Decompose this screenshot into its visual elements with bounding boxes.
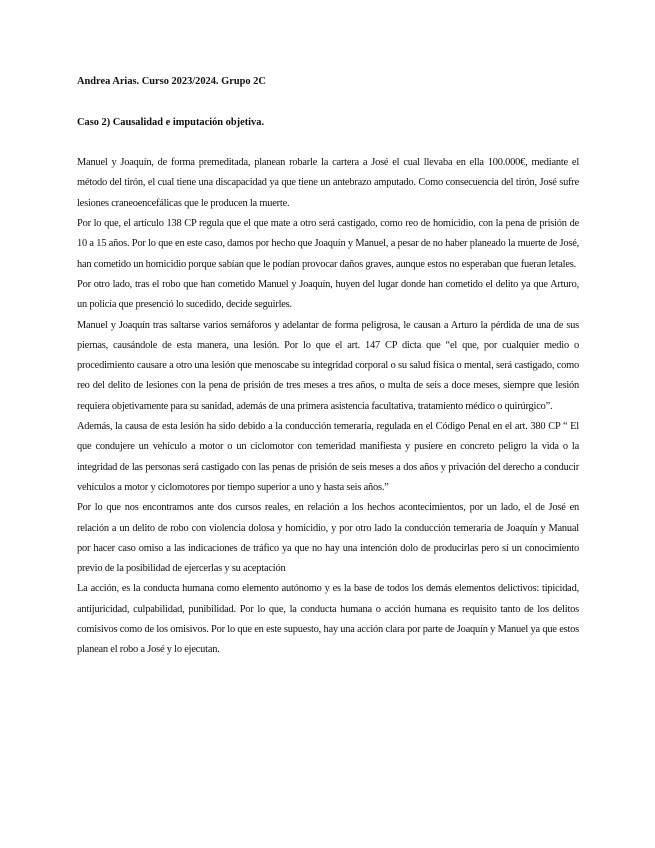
paragraph-courses: Por lo que nos encontramos ante dos cursos reales, en relación a los hechos acontecimientos, por un lado, el de José en relación a un delito de robo con violencia dolosa y homicidio, y por otro lado la conducción temeraria de Joaquín y Manual por hacer caso omiso a las indicaciones de tráfico ya que no hay una intención dolo de producirlas pero sí un conocimiento previo de la posibilidad de ejercerlas y su aceptación [77,502,579,575]
paragraph-reckless-driving: Además, la causa de esta lesión ha sido debido a la conducción temeraria, regulada en el Código Penal en el art. 380 CP “ El que condujere un vehículo a motor o un ciclomotor con temeridad manifiesta y pusiere en concreto peligro la vida o la integridad de las personas será castigado con las penas de prisión de seis meses a dos años y privación del derecho a conducir vehículos a motor y ciclomotores por tiempo superior a uno y hasta seis años.” [77,421,579,493]
paragraph-intro: Manuel y Joaquín, de forma premeditada, planean robarle la cartera a José el cual llevaba en ella 100.000€, mediante el método del tirón, el cual tiene una discapacidad ya que tiene un antebrazo amputado. Como consecuencia del tirón, José sufre lesiones craneoencefálicas que le producen la muerte. [77,157,579,209]
paragraph-action: La acción, es la conducta humana como elemento autónomo y es la base de todos los demás elementos delictivos: tipicidad, antijuricidad, culpabilidad, punibilidad. Por lo que, la conducta humana o acción humana es requisito tanto de los delitos comisivos como de los omisivos. Por lo que en este supuesto, hay una acción clara por parte de Joaquín y Manuel ya que estos planean el robo a José y lo ejecutan. [77,583,579,656]
paragraph-escape: Por otro lado, tras el robo que han cometido Manuel y Joaquín, huyen del lugar donde han cometido el delito ya que Arturo, un policía que presenció lo sucedido, decide seguirles. [77,278,579,311]
case-title: Caso 2) Causalidad e imputación objetiva. [77,116,265,128]
paragraph-homicide: Por lo que, el artículo 138 CP regula que el que mate a otro será castigado, como reo de homicidio, con la pena de prisión de 10 a 15 años. Por lo que en este caso, damos por hecho que Joaquín y Manuel, a pesar de no haber planeado la muerte de José, han cometido un homicidio porque sabían que le podían provocar daños graves, aunque estos no esperaban que fueran letales. [77,218,579,270]
document-page [77,72,579,661]
paragraph-injury: Manuel y Joaquín tras saltarse varios semáforos y adelantar de forma peligrosa, le causan a Arturo la pérdida de una de sus piernas, causándole de esta manera, una lesión. Por lo que el art. 147 CP dicta que “el que, por cualquier medio o procedimiento causare a otro una lesión que menoscabe su integridad corporal o su salud física o mental, será castigado, como reo del delito de lesiones con la pena de prisión de tres meses a tres años, o multa de seis a doce meses, siempre que lesión requiera objetivamente para su sanidad, además de una primera asistencia facultativa, tratamiento médico o quirúrgico”. [77,319,579,412]
author-line: Andrea Arias. Curso 2023/2024. Grupo 2C [77,76,266,87]
document-body [77,153,579,660]
